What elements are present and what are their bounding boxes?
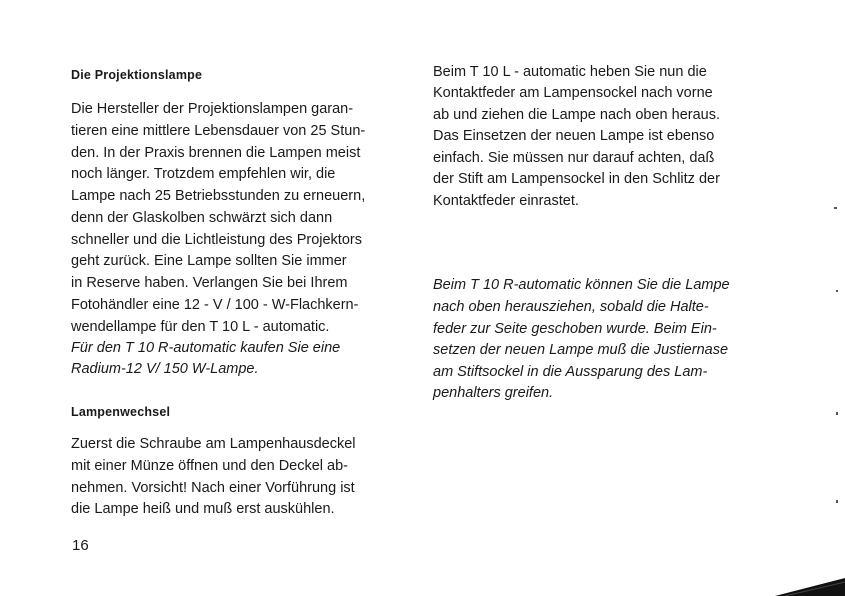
scan-mark xyxy=(836,412,838,415)
heading-projektionslampe: Die Projektionslampe xyxy=(71,68,203,82)
text-line-italic: Für den T 10 R-automatic kaufen Sie eine xyxy=(71,340,341,356)
text-line: schneller und die Lichtleistung des Projektors xyxy=(71,232,362,248)
text-line: der Stift am Lampensockel in den Schlitz der xyxy=(433,171,720,187)
text-line: Beim T 10 L - automatic heben Sie nun die xyxy=(433,64,707,80)
page-number: 16 xyxy=(72,537,89,554)
text-line: die Lampe heiß und muß erst auskühlen. xyxy=(71,501,335,517)
scan-mark xyxy=(834,207,837,209)
text-line-italic: penhalters greifen. xyxy=(433,385,554,401)
text-line: nehmen. Vorsicht! Nach einer Vorführung ist xyxy=(71,480,355,496)
text-line: einfach. Sie müssen nur darauf achten, daß xyxy=(433,150,715,166)
text-line-italic: feder zur Seite geschoben wurde. Beim Ein- xyxy=(433,321,717,337)
text-line-italic: am Stiftsockel in die Aussparung des Lam- xyxy=(433,364,708,380)
text-line: tieren eine mittlere Lebensdauer von 25 Stun- xyxy=(71,123,366,139)
heading-lampenwechsel: Lampenwechsel xyxy=(71,405,171,419)
text-line-italic: Beim T 10 R-automatic können Sie die Lampe xyxy=(433,277,730,293)
text-line: ab und ziehen die Lampe nach oben heraus. xyxy=(433,107,720,123)
text-line: denn der Glaskolben schwärzt sich dann xyxy=(71,210,333,226)
text-line-italic: Radium-12 V/ 150 W-Lampe. xyxy=(71,361,259,377)
text-line: Das Einsetzen der neuen Lampe ist ebenso xyxy=(433,128,715,144)
text-line: Zuerst die Schraube am Lampenhausdeckel xyxy=(71,436,356,452)
text-line: in Reserve haben. Verlangen Sie bei Ihrem xyxy=(71,275,348,291)
scan-mark xyxy=(836,290,838,292)
text-line-italic: setzen der neuen Lampe muß die Justiernase xyxy=(433,342,729,358)
scan-corner-shadow xyxy=(775,566,845,596)
text-line: geht zurück. Eine Lampe sollten Sie immer xyxy=(71,253,347,269)
text-line: noch länger. Trotzdem empfehlen wir, die xyxy=(71,166,336,182)
text-line-italic: nach oben herausziehen, sobald die Halte- xyxy=(433,299,709,315)
text-line: Die Hersteller der Projektionslampen garan- xyxy=(71,101,354,117)
text-line: Kontaktfeder am Lampensockel nach vorne xyxy=(433,85,713,101)
text-line: Fotohändler eine 12 - V / 100 - W-Flachkern- xyxy=(71,297,359,313)
text-line: wendellampe für den T 10 L - automatic. xyxy=(71,319,330,335)
text-line: Kontaktfeder einrastet. xyxy=(433,193,579,209)
text-line: den. In der Praxis brennen die Lampen meist xyxy=(71,145,361,161)
scan-mark xyxy=(836,500,838,503)
text-line: Lampe nach 25 Betriebsstunden zu erneuern, xyxy=(71,188,366,204)
text-line: mit einer Münze öffnen und den Deckel ab- xyxy=(71,458,349,474)
